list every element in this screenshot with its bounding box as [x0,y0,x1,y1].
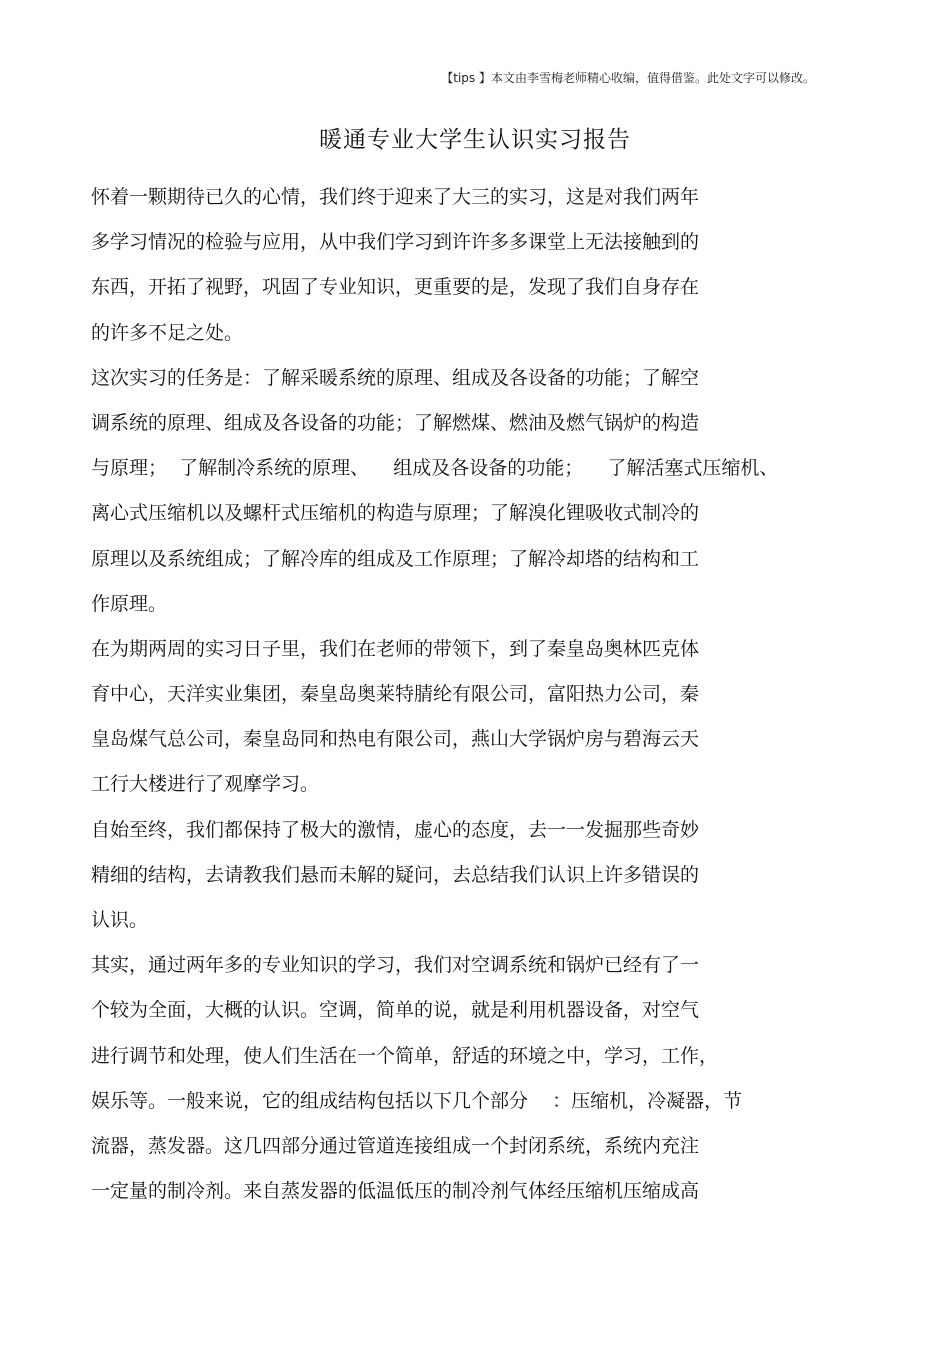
body-line: 在为期两周的实习日子里，我们在老师的带领下，到了秦皇岛奥林匹克体 [91,637,700,660]
body-line: 原理以及系统组成；了解冷库的组成及工作原理；了解冷却塔的结构和工 [91,547,700,570]
tips-header: 【tips 】本文由李雪梅老师精心收编，值得借鉴。此处文字可以修改。 [441,71,815,85]
body-line: 这次实习的任务是：了解采暖系统的原理、组成及各设备的功能；了解空 [91,366,700,389]
document-title: 暖通专业大学生认识实习报告 [319,127,631,153]
body-line: 个较为全面，大概的认识。空调，简单的说，就是利用机器设备，对空气 [91,999,700,1022]
body-line: 流器，蒸发器。这几四部分通过管道连接组成一个封闭系统，系统内充注 [91,1134,700,1157]
body-line: 怀着一颗期待已久的心情，我们终于迎来了大三的实习，这是对我们两年 [91,186,700,208]
body-line: 作原理。 [91,592,168,615]
body-line: 皇岛煤气总公司，秦皇岛同和热电有限公司，燕山大学锅炉房与碧海云天 [91,728,700,751]
body-line: 进行调节和处理，使人们生活在一个简单，舒适的环境之中，学习，工作， [91,1044,719,1067]
body-line: 育中心，天洋实业集团，秦皇岛奥莱特腈纶有限公司，富阳热力公司，秦 [91,683,700,706]
body-line: 东西，开拓了视野，巩固了专业知识，更重要的是，发现了我们自身存在 [91,276,700,299]
body-line: 其实，通过两年多的专业知识的学习，我们对空调系统和锅炉已经有了一 [91,954,700,977]
body-line: 工行大楼进行了观摩学习。 [91,773,320,796]
body-line: 的许多不足之处。 [91,321,244,344]
body-line: 精细的结构，去请教我们悬而未解的疑问，去总结我们认识上许多错误的 [91,863,700,886]
document-body [91,175,871,1214]
body-line: 与原理； 了解制冷系统的原理、 组成及各设备的功能； 了解活塞式压缩机、 [91,457,779,480]
body-line: 离心式压缩机以及螺杆式压缩机的构造与原理；了解溴化锂吸收式制冷的 [91,502,700,525]
body-line: 一定量的制冷剂。来自蒸发器的低温低压的制冷剂气体经压缩机压缩成高 [91,1180,700,1203]
body-line: 多学习情况的检验与应用，从中我们学习到许许多多课堂上无法接触到的 [91,231,700,254]
body-line: 认识。 [91,909,149,931]
body-line: 自始至终，我们都保持了极大的激情，虚心的态度，去一一发掘那些奇妙 [91,818,700,841]
body-line: 调系统的原理、组成及各设备的功能；了解燃煤、燃油及燃气锅炉的构造 [91,411,700,434]
body-line: 娱乐等。一般来说，它的组成结构包括以下几个部分 ：压缩机，冷凝器，节 [91,1089,743,1112]
